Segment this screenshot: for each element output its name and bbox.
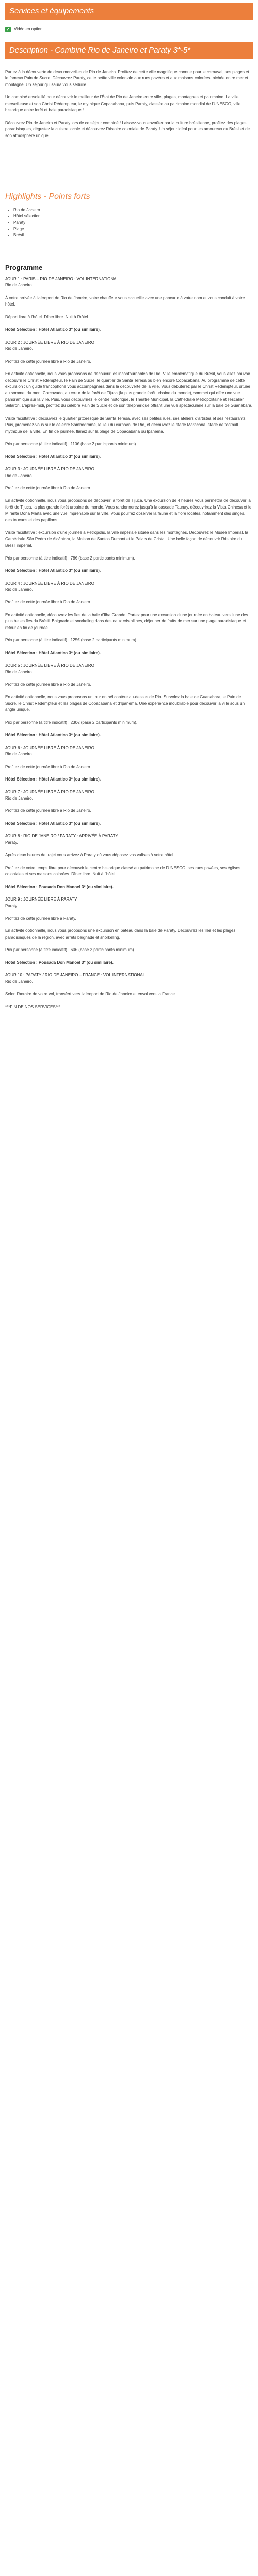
spacer	[5, 985, 253, 991]
spacer	[5, 479, 253, 485]
day-hotel: Hôtel Sélection : Hôtel Atlantico 3* (ou similaire).	[5, 454, 101, 459]
day-place: Rio de Janeiro.	[5, 669, 33, 674]
day-hotel: Hôtel Sélection : Hôtel Atlantico 3* (ou similaire).	[5, 327, 101, 332]
spacer	[5, 846, 253, 852]
programme-days	[5, 276, 253, 1016]
day-paragraph: Visite facultative : excursion d'une journée à Petrópolis, la ville impériale située dans les montagnes. Découvrez le Musée Impérial, la Cathédrale São Pedro de Alcântara, la Maison de Santos Dumont et le Palais de Cristal. Une belle façon de découvrir l'histoire du Brésil impérial.	[5, 530, 248, 548]
description-paragraph: Un combiné ensoleillé pour découvrir le meilleur de l'État de Rio de Janeiro entre ville, plages, montagnes et patrimoine. La ville merveilleuse et son Christ Rédempteur, le mythique Copacabana, puis Paraty, classée au patrimoine mondial de l'UNESCO, ville historique entre forêt et baie paradisiaque !	[5, 95, 241, 113]
day-paragraph: Départ libre à l'hôtel. Dîner libre. Nuit à l'hôtel.	[5, 314, 89, 319]
day-place: Rio de Janeiro.	[5, 752, 33, 757]
day-paragraph: Profitez de cette journée libre à Rio de Janeiro.	[5, 485, 91, 490]
day-hotel: Hôtel Sélection : Hôtel Atlantico 3* (ou similaire).	[5, 650, 101, 655]
day-title: JOUR 8 : RIO DE JANEIRO / PARATY : ARRIVÉE À PARATY	[5, 834, 118, 839]
day-paragraph: Après deux heures de trajet vous arrivez à Paraty où vous déposez vos valises à votre hôtel.	[5, 853, 175, 858]
day-paragraph: ***FIN DE NOS SERVICES***	[5, 1004, 60, 1009]
programme-day	[5, 663, 253, 739]
day-paragraph: En activité optionnelle, nous vous proposons un tour en hélicoptère au-dessus de Rio. Survolez la baie de Guanabara, le Pain de Sucre, le Christ Rédempteur et les plages de Copacabana et d'Ipanema. Une expérience inoubliable pour découvrir la ville sous un angle unique.	[5, 694, 245, 713]
day-title: JOUR 9 : JOURNÉE LIBRE À PARATY	[5, 897, 77, 902]
day-paragraph: Prix par personne (à titre indicatif) : 78€ (base 2 participants minimum).	[5, 555, 135, 561]
checkmark-icon: ✓	[6, 26, 10, 32]
day-paragraph: Profitez de cette journée libre à Rio de Janeiro.	[5, 764, 91, 769]
programme-day	[5, 276, 253, 333]
day-hotel: Hôtel Sélection : Hôtel Atlantico 3* (ou similaire).	[5, 821, 101, 826]
services-header	[5, 3, 253, 20]
programme-day	[5, 833, 253, 890]
programme-day	[5, 466, 253, 574]
day-paragraph: Profitez de cette journée libre à Rio de Janeiro.	[5, 359, 91, 364]
highlight-item: • Paraty	[13, 219, 40, 226]
day-paragraph: Profitez de cette journée libre à Rio de Janeiro.	[5, 808, 91, 814]
day-hotel: Hôtel Sélection : Hôtel Atlantico 3* (ou similaire).	[5, 733, 101, 738]
spacer	[5, 352, 253, 359]
day-place: Rio de Janeiro.	[5, 283, 33, 288]
spacer	[5, 675, 253, 682]
day-paragraph: Prix par personne (à titre indicatif) : 110€ (base 2 participants minimum).	[5, 442, 137, 447]
highlights-title: Highlights - Points forts	[5, 192, 90, 201]
day-hotel: Hôtel Sélection : Hôtel Atlantico 3* (ou similaire).	[5, 777, 101, 782]
programme-day	[5, 745, 253, 783]
day-title: JOUR 7 : JOURNÉE LIBRE À RIO DE JANEIRO	[5, 789, 94, 794]
spacer	[5, 802, 253, 808]
spacer	[5, 909, 253, 916]
spacer	[5, 593, 253, 599]
day-place: Rio de Janeiro.	[5, 796, 33, 801]
day-hotel: Hôtel Sélection : Hôtel Atlantico 3* (ou similaire).	[5, 568, 101, 573]
day-paragraph: En activité optionnelle, nous vous proposons de découvrir les incontournables de Rio. Ville emblématique du Brésil, vous allez pouvoir découvrir le Christ Rédempteur, le Pain de Sucre, le quartier de Santa Teresa ou bien encore Copacabana. Au programme de cette excursion : un guide francophone vous accompagnera dans la découverte de la ville. Vous débuterez par le Christ Rédempteur, située au sommet du mont Corcovado, au cœur de la forêt de Tijuca (la plus grande forêt urbaine du monde), sommet qui offre une vue panoramique sur la ville. Puis, vous découvrirez le centre historique, le Théâtre Municipal, la Cathédrale Métropolitaine et l'escalier Selarón. L'après-midi, profitez du célèbre Pain de Sucre et de son téléphérique offrant une vue spectaculaire sur la baie de Guanabara.	[5, 371, 253, 409]
day-paragraph: À votre arrivée à l'aéroport de Rio de Janeiro, votre chauffeur vous accueille avec une pancarte à votre nom et vous conduit à votre hôtel.	[5, 295, 245, 307]
programme-title: Programme	[5, 264, 43, 272]
programme-day	[5, 581, 253, 657]
day-place: Paraty.	[5, 903, 18, 908]
day-title: JOUR 2 : JOURNÉE LIBRE À RIO DE JANEIRO	[5, 340, 94, 345]
description-title: Description - Combiné Rio de Janeiro et Paraty 3*-5*	[9, 46, 190, 55]
day-paragraph: En activité optionnelle, découvrez les îles de la baie d'Ilha Grande. Partez pour une excursion d'une journée en bateau vers l'une des plus belles îles du Brésil. Baignade et snorkeling dans des eaux cristallines, déjeuner de fruits de mer sur une plage paradisiaque et retour en fin de journée.	[5, 612, 248, 630]
day-title: JOUR 1 : PARIS – RIO DE JANEIRO : VOL INTERNATIONAL	[5, 277, 119, 281]
day-paragraph: Selon l'horaire de votre vol, transfert vers l'aéroport de Rio de Janeiro et envol vers la France.	[5, 992, 176, 997]
day-title: JOUR 4 : JOURNÉE LIBRE À RIO DE JANEIRO	[5, 581, 94, 586]
day-paragraph: Prix par personne (à titre indicatif) : 230€ (base 2 participants minimum).	[5, 720, 138, 725]
day-paragraph: Profitez de cette journée libre à Rio de Janeiro.	[5, 682, 91, 687]
day-paragraph: Profitez de cette journée libre à Paraty.	[5, 916, 76, 921]
highlight-item: • Hôtel sélection	[13, 213, 40, 219]
description-paragraph: Découvrez Rio de Janeiro et Paraty lors de ce séjour combiné ! Laissez-vous envoûter par la culture brésilienne, profitez des plages paradisiaques, dégustez la cuisine locale et découvrez l'histoire coloniale de Paraty. Un séjour idéal pour les amoureux du Brésil et de son atmosphère unique.	[5, 120, 250, 138]
day-paragraph: Prix par personne (à titre indicatif) : 125€ (base 2 participants minimum).	[5, 638, 138, 643]
programme-day	[5, 972, 253, 1010]
day-place: Rio de Janeiro.	[5, 587, 33, 592]
highlights-list	[5, 207, 40, 239]
programme-day	[5, 340, 253, 460]
day-hotel: Hôtel Sélection : Pousada Don Manoel 3* (ou similaire).	[5, 960, 114, 965]
highlight-item: • Plage	[13, 226, 40, 232]
day-paragraph: Profitez de votre temps libre pour découvrir le centre historique classé au patrimoine de l'UNESCO, ses rues pavées, ses églises coloniales et ses maisons colorées. Dîner libre. Nuit à l'hôtel.	[5, 865, 240, 877]
day-place: Paraty.	[5, 840, 18, 845]
day-hotel: Hôtel Sélection : Pousada Don Manoel 3* (ou similaire).	[5, 884, 114, 889]
day-title: JOUR 6 : JOURNÉE LIBRE À RIO DE JANEIRO	[5, 745, 94, 750]
day-paragraph: En activité optionnelle, nous vous proposons de découvrir la forêt de Tijuca. Une excursion de 4 heures vous permettra de découvrir la forêt de Tijuca, la plus grande forêt urbaine du monde. Vous randonnerez jusqu'à la cascade Taunay, découvrirez la Vista Chinesa et le Mirante Dona Marta avec une vue imprenable sur la ville. Vous pourrez observer la faune et la flore locales, notamment des singes, des toucans et des papillons.	[5, 498, 252, 522]
programme-day	[5, 789, 253, 827]
highlight-item: • Brésil	[13, 232, 40, 239]
day-paragraph: En activité optionnelle, nous vous proposons une excursion en bateau dans la baie de Paraty. Découvrez les îles et les plages paradisiaques de la région, avec arrêts baignade et snorkeling.	[5, 928, 236, 940]
day-place: Rio de Janeiro.	[5, 979, 33, 984]
description-body	[5, 69, 253, 145]
description-header	[5, 42, 253, 59]
spacer	[5, 758, 253, 764]
day-title: JOUR 10 : PARATY / RIO DE JANEIRO – FRANCE : VOL INTERNATIONAL	[5, 973, 146, 978]
day-paragraph: Visite facultative : découvrez le quartier pittoresque de Santa Teresa, avec ses petites rues, ses ateliers d'artistes et ses restaurants. Puis, promenez-vous sur le célèbre Sambodrome, le lieu du carnaval de Rio, et découvrez le stade Maracanã, stade de football mythique de la ville. En fin de journée, flânez sur la plage de Copacabana ou Ipanema.	[5, 416, 247, 434]
day-title: JOUR 3 : JOURNÉE LIBRE À RIO DE JANEIRO	[5, 467, 94, 472]
service-item	[5, 26, 42, 33]
services-title: Services et équipements	[9, 7, 94, 15]
programme-day	[5, 896, 253, 966]
spacer	[5, 289, 253, 295]
service-item-label: Vidéo en option	[14, 26, 43, 31]
day-paragraph: Prix par personne (à titre indicatif) : 60€ (base 2 participants minimum).	[5, 947, 135, 953]
day-title: JOUR 5 : JOURNÉE LIBRE À RIO DE JANEIRO	[5, 663, 94, 668]
day-place: Rio de Janeiro.	[5, 346, 33, 351]
description-paragraph: Partez à la découverte de deux merveilles de Rio de Janeiro. Profitez de cette ville magnifique connue pour le carnaval, ses plages et le fameux Pain de Sucre. Découvrez Paraty, cette petite ville coloniale aux rues pavées et aux maisons colorées, nichée entre mer et montagne. Un séjour qui saura vous séduire.	[5, 70, 249, 87]
day-paragraph: Profitez de cette journée libre à Rio de Janeiro.	[5, 600, 91, 605]
day-place: Rio de Janeiro.	[5, 473, 33, 478]
highlight-item: • Rio de Janeiro	[13, 207, 40, 213]
